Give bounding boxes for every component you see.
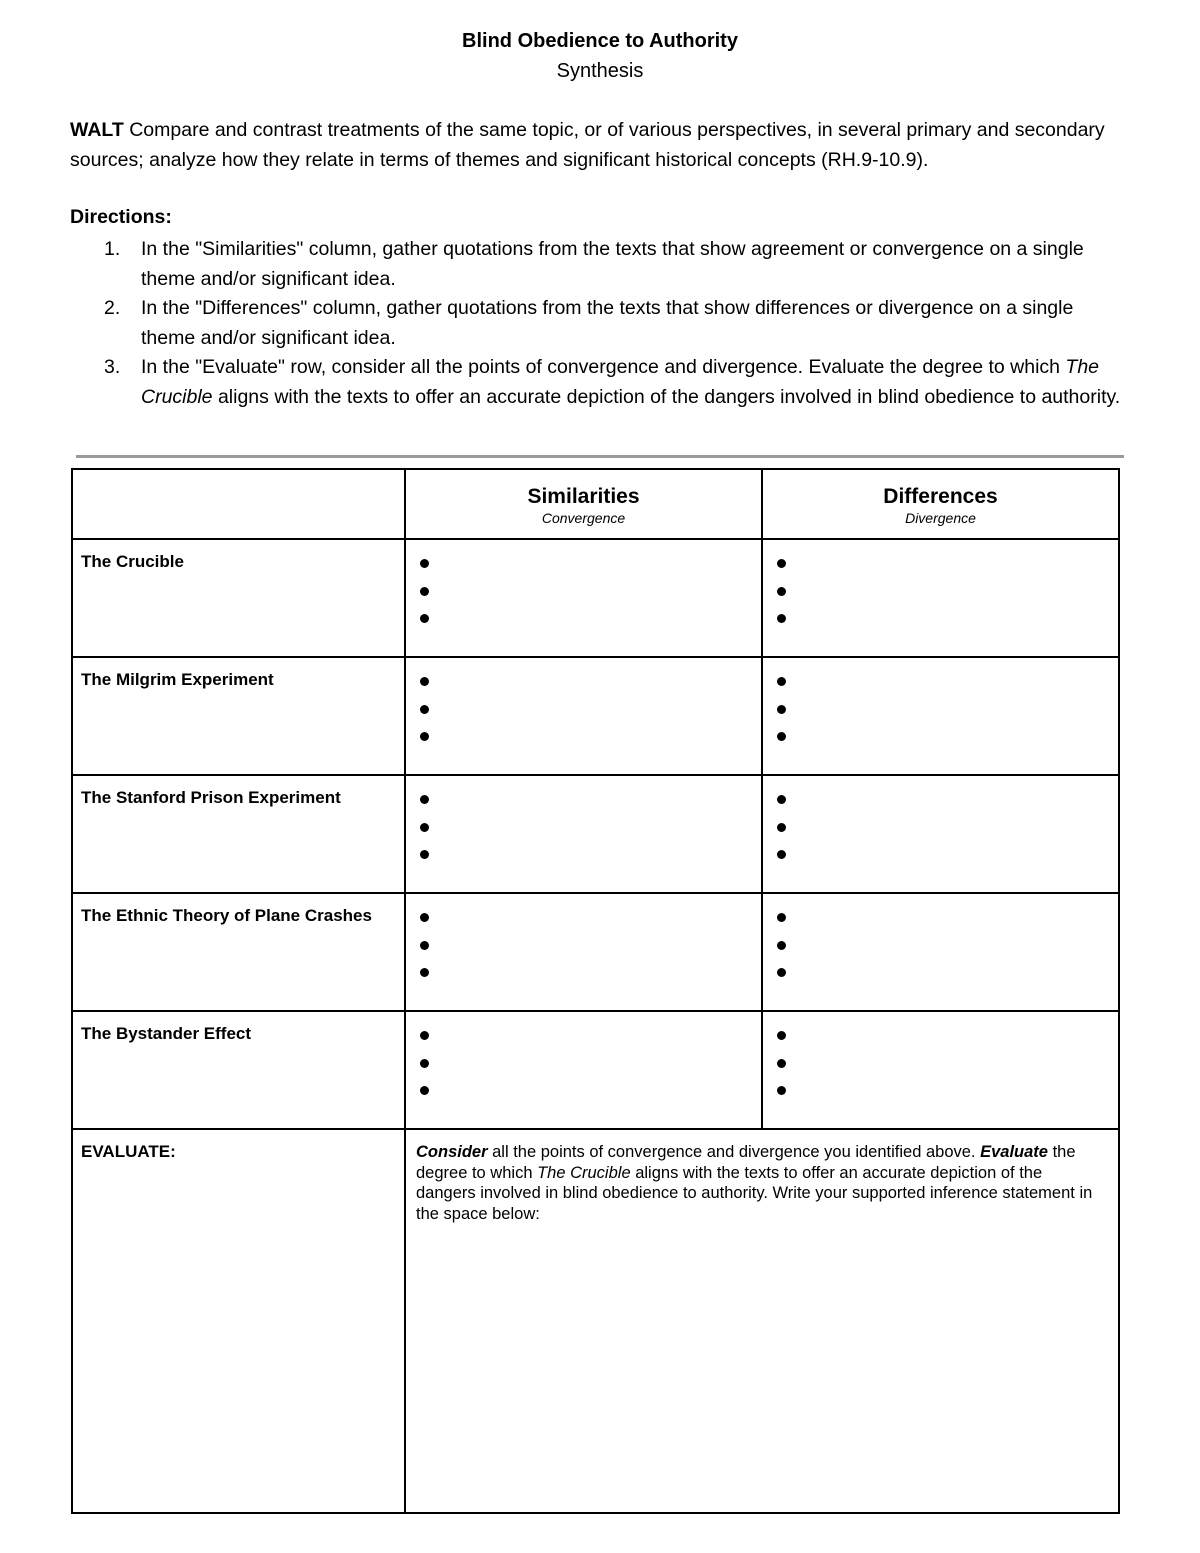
table-header-row — [72, 469, 1119, 539]
direction-text-before: In the "Evaluate" row, consider all the points of convergence and divergence. Evaluate the degree to which — [141, 356, 1066, 378]
bullet-point — [777, 936, 1118, 964]
bullet-point — [420, 609, 761, 637]
table-row — [72, 775, 1119, 893]
crucible-title: The Crucible — [537, 1163, 631, 1182]
bullet-point — [777, 790, 1118, 818]
header-similarities — [405, 469, 762, 539]
differences-cell[interactable] — [762, 657, 1119, 775]
bullet-point — [420, 1054, 761, 1082]
bullet-point — [420, 790, 761, 818]
bullet-point — [777, 1081, 1118, 1109]
bullet-list — [406, 894, 761, 991]
bullet-point — [777, 908, 1118, 936]
header-differences — [762, 469, 1119, 539]
differences-cell[interactable] — [762, 775, 1119, 893]
row-label: The Stanford Prison Experiment — [72, 775, 405, 893]
column-subtitle: Convergence — [541, 510, 626, 526]
bullet-point — [420, 1026, 761, 1054]
bullet-point — [777, 727, 1118, 755]
bullet-point — [777, 1054, 1118, 1082]
bullet-point — [420, 672, 761, 700]
consider-word: Consider — [416, 1143, 488, 1161]
bullet-list — [406, 776, 761, 873]
evaluate-response-cell[interactable] — [405, 1129, 1119, 1513]
directions-heading: Directions: — [70, 206, 172, 228]
direction-item-1 — [70, 235, 1130, 294]
bullet-point — [777, 963, 1118, 991]
table-row — [72, 539, 1119, 657]
row-label: The Milgrim Experiment — [72, 657, 405, 775]
table-row — [72, 1011, 1119, 1129]
walt-text: Compare and contrast treatments of the same topic, or of various perspectives, in several primary and secondary sources; analyze how they relate in terms of themes and significant historical concepts (RH.9-10.9). — [70, 119, 1105, 171]
bullet-list — [406, 540, 761, 637]
bullet-list — [763, 658, 1118, 755]
bullet-list — [763, 894, 1118, 991]
direction-number: 3. — [104, 356, 121, 378]
bullet-list — [763, 540, 1118, 637]
bullet-point — [420, 1081, 761, 1109]
document-title: Blind Obedience to Authority — [462, 30, 738, 52]
bullet-point — [420, 554, 761, 582]
evaluate-word: Evaluate — [980, 1143, 1048, 1161]
bullet-point — [420, 582, 761, 610]
bullet-point — [420, 727, 761, 755]
direction-number: 2. — [104, 297, 121, 319]
direction-item-2 — [70, 294, 1130, 353]
bullet-list — [763, 776, 1118, 873]
horizontal-divider — [76, 455, 1124, 458]
column-title: Similarities — [527, 485, 640, 508]
directions-list — [70, 235, 1130, 412]
direction-text: In the "Similarities" column, gather quotations from the texts that show agreement or convergence on a single theme and/or significant idea. — [141, 238, 1084, 290]
bullet-point — [777, 554, 1118, 582]
evaluate-text-1: all the points of convergence and divergence you identified above. — [487, 1143, 981, 1161]
walt-label: WALT — [70, 119, 124, 141]
bullet-point — [777, 845, 1118, 873]
bullet-list — [406, 1012, 761, 1109]
walt-objective — [70, 116, 1140, 175]
column-subtitle: Divergence — [905, 510, 976, 526]
header-empty-cell — [72, 469, 405, 539]
synthesis-table — [71, 468, 1120, 1514]
bullet-list — [763, 1012, 1118, 1109]
bullet-point — [420, 936, 761, 964]
column-title: Differences — [883, 485, 998, 508]
row-label: The Bystander Effect — [72, 1011, 405, 1129]
bullet-point — [420, 700, 761, 728]
direction-text-after: aligns with the texts to offer an accurate depiction of the dangers involved in blind obedience to authority. — [212, 385, 1121, 408]
evaluate-label: EVALUATE: — [72, 1129, 405, 1513]
bullet-point — [777, 582, 1118, 610]
differences-cell[interactable] — [762, 539, 1119, 657]
bullet-point — [777, 672, 1118, 700]
row-label: The Crucible — [72, 539, 405, 657]
bullet-point — [420, 963, 761, 991]
bullet-point — [420, 845, 761, 873]
evaluate-text-3: aligns with the texts to offer an accurate depiction of the dangers involved in blind obedience to authority. Write your supported inference statement in the space below: — [416, 1163, 1093, 1223]
document-subtitle: Synthesis — [556, 60, 644, 82]
bullet-point — [420, 818, 761, 846]
similarities-cell[interactable] — [405, 775, 762, 893]
table-row — [72, 893, 1119, 1011]
bullet-list — [406, 658, 761, 755]
differences-cell[interactable] — [762, 1011, 1119, 1129]
row-label: The Ethnic Theory of Plane Crashes — [72, 893, 405, 1011]
evaluate-row — [72, 1129, 1119, 1513]
similarities-cell[interactable] — [405, 1011, 762, 1129]
bullet-point — [777, 609, 1118, 637]
bullet-point — [777, 1026, 1118, 1054]
differences-cell[interactable] — [762, 893, 1119, 1011]
similarities-cell[interactable] — [405, 893, 762, 1011]
direction-number: 1. — [104, 238, 121, 260]
similarities-cell[interactable] — [405, 657, 762, 775]
direction-text: In the "Differences" column, gather quotations from the texts that show differences or divergence on a single theme and/or significant idea. — [141, 297, 1074, 349]
similarities-cell[interactable] — [405, 539, 762, 657]
evaluate-text-2: the degree to which — [416, 1143, 1076, 1182]
table-row — [72, 657, 1119, 775]
bullet-point — [777, 818, 1118, 846]
direction-item-3 — [70, 353, 1130, 412]
bullet-point — [777, 700, 1118, 728]
bullet-point — [420, 908, 761, 936]
direction-text-italic: The Crucible — [141, 356, 1100, 408]
